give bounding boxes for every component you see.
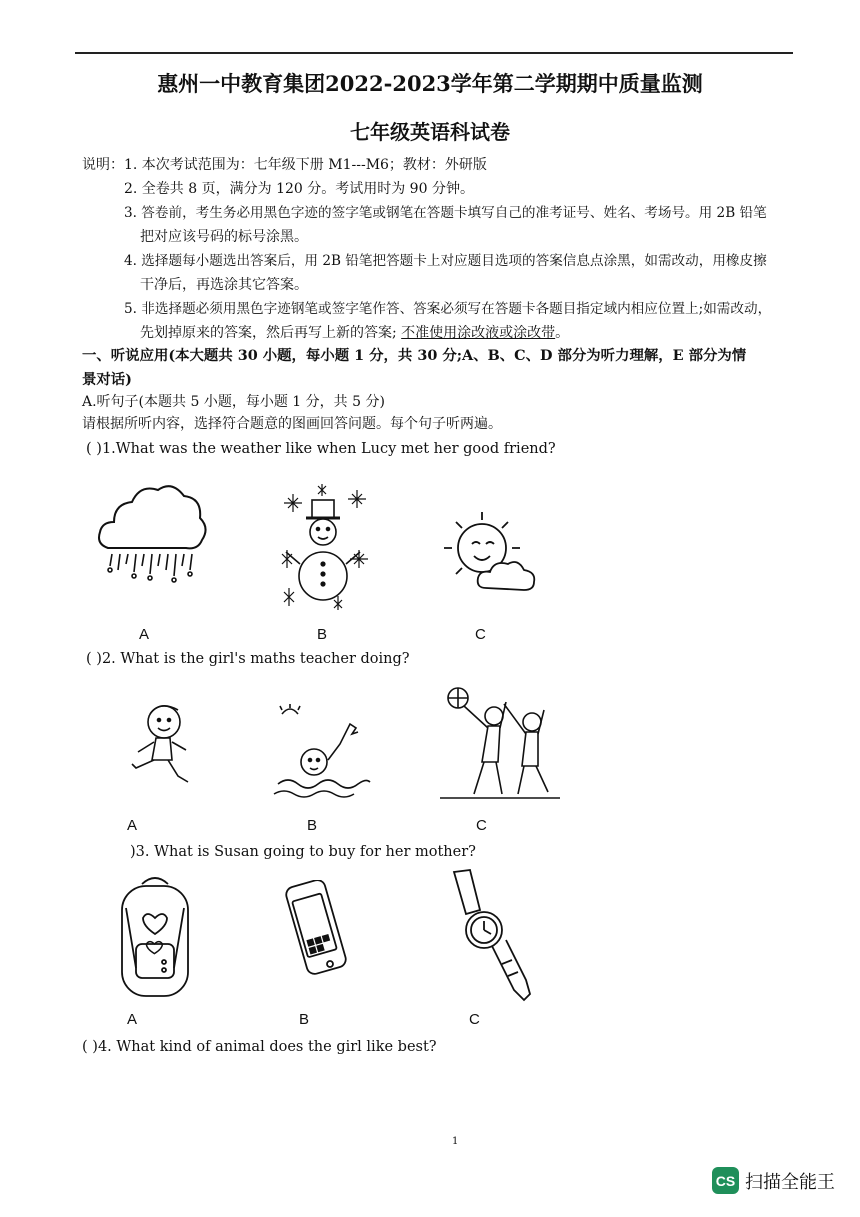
question-text: 1.What was the weather like when Lucy met her good friend? — [101, 441, 556, 457]
sun-cloud-icon — [442, 508, 538, 598]
question-3 — [130, 843, 476, 861]
instruction-1: 1. 本次考试范围为：七年级下册 M1---M6；教材：外研版 — [124, 157, 487, 173]
instruction-5-underlined: 不准使用涂改液或涂改带 — [401, 325, 556, 341]
rain-cloud-icon — [94, 476, 212, 596]
answer-blank: ( ) — [86, 441, 102, 457]
wristwatch-icon — [444, 868, 536, 1008]
q3-option-c: C — [469, 1011, 480, 1028]
section-heading-cont: 景对话) — [82, 371, 132, 388]
instruction-2: 2. 全卷共 8 页，满分为 120 分。考试用时为 90 分钟。 — [124, 181, 474, 197]
instruction-3-cont: 把对应该号码的标号涂黑。 — [140, 229, 308, 245]
question-text: )3. What is Susan going to buy for her mother? — [130, 844, 476, 860]
scanner-logo-icon: CS — [712, 1167, 739, 1194]
q2-option-c: C — [476, 817, 487, 834]
question-text: 2. What is the girl's maths teacher doing? — [101, 651, 410, 667]
instruction-5-cont — [140, 324, 569, 342]
page-number: 1 — [452, 1136, 459, 1147]
q1-option-b: B — [317, 626, 328, 643]
running-child-icon — [128, 700, 196, 796]
backpack-icon — [112, 874, 198, 1000]
mobile-phone-icon — [282, 880, 352, 976]
exam-title: 惠州一中教育集团2022-2023学年第二学期期中质量监测 — [157, 71, 703, 96]
instruction-5: 5. 非选择题必须用黑色字迹钢笔或签字笔作答、答案必须写在答题卡各题目指定域内相应位置上;如需改动， — [124, 301, 772, 317]
q1-option-c: C — [475, 626, 486, 643]
question-4 — [82, 1038, 437, 1056]
q3-option-a: A — [127, 1011, 138, 1028]
q2-option-b: B — [307, 817, 318, 834]
question-2 — [86, 650, 410, 668]
instructions-label: 说明： — [82, 157, 124, 173]
basketball-players-icon — [440, 686, 560, 808]
exam-subtitle: 七年级英语科试卷 — [350, 120, 510, 144]
instruction-4: 4. 选择题每小题选出答案后，用 2B 铅笔把答题卡上对应题目选项的答案信息点涂黑，如需改动，用橡皮擦 — [124, 253, 767, 269]
part-a-description: 请根据所听内容，选择符合题意的图画回答问题。每个句子听两遍。 — [82, 416, 502, 432]
question-1 — [86, 440, 556, 458]
scanner-watermark — [712, 1167, 835, 1194]
answer-blank: ( ) — [82, 1039, 98, 1055]
q3-option-b: B — [299, 1011, 310, 1028]
header-rule — [75, 52, 793, 54]
snowman-icon — [278, 484, 373, 614]
answer-blank: ( ) — [86, 651, 102, 667]
q1-option-a: A — [139, 626, 150, 643]
swimming-boy-icon — [272, 704, 372, 800]
part-a-heading: A.听句子(本题共 5 小题，每小题 1 分，共 5 分) — [82, 394, 385, 410]
section-heading: 一、听说应用(本大题共 30 小题，每小题 1 分，共 30 分;A、B、C、D 部分为听力理解，E 部分为情 — [82, 347, 747, 364]
instruction-5-text: 先划掉原来的答案，然后再写上新的答案; — [140, 325, 402, 341]
instruction-5-end: 。 — [555, 325, 570, 341]
q2-option-a: A — [127, 817, 138, 834]
question-text: 4. What kind of animal does the girl like best? — [97, 1039, 437, 1055]
instruction-4-cont: 干净后，再选涂其它答案。 — [140, 277, 308, 293]
instruction-3: 3. 答卷前，考生务必用黑色字迹的签字笔或钢笔在答题卡填写自己的准考证号、姓名、考场号。用 2B 铅笔 — [124, 205, 767, 221]
scanner-logo-text: 扫描全能王 — [745, 1171, 835, 1193]
